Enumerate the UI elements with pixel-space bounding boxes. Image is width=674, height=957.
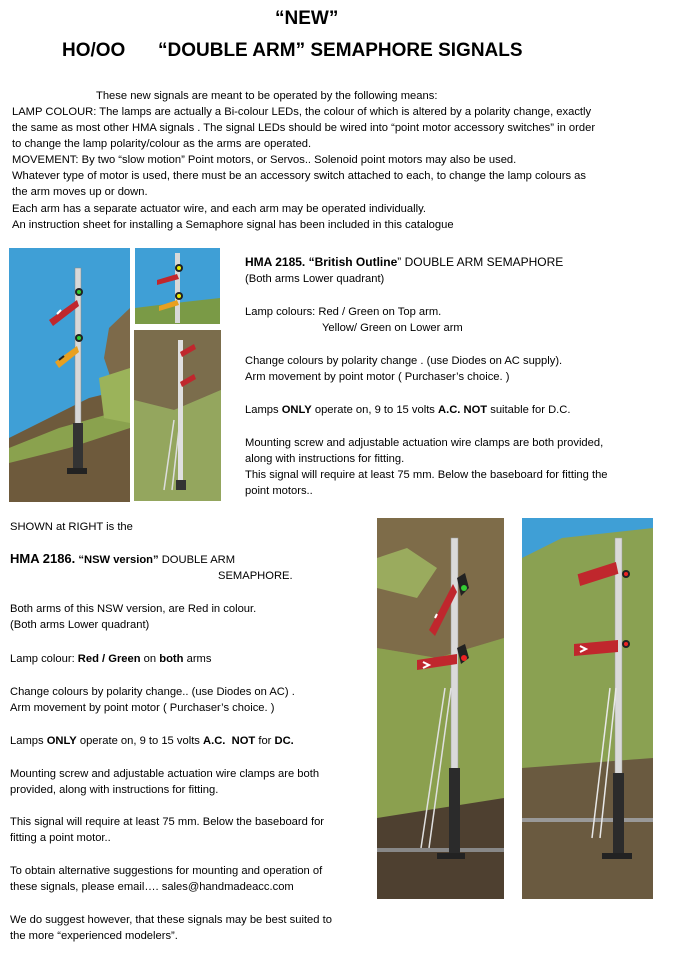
product-2186-heading [10, 551, 235, 568]
contact-email-line: these signals, please email…. sales@handmadeacc.com [10, 881, 294, 893]
contact-line: To obtain alternative suggestions for mounting and operation of [10, 865, 323, 877]
signal-photo-nsw-left [377, 518, 504, 899]
baseboard-line: fitting a point motor.. [10, 832, 111, 844]
mounting-line: Mounting screw and adjustable actuation wire clamps are both provided, [245, 437, 604, 449]
voltage-line [245, 402, 570, 418]
shown-at-right: SHOWN at RIGHT is the [10, 521, 133, 533]
voltage-emphasis: ONLY [46, 735, 77, 747]
movement-line: Arm movement by point motor ( Purchaser’s choice. ) [245, 371, 510, 383]
change-colour-line: Change colours by polarity change.. (use Diodes on AC) . [10, 686, 295, 698]
product-name: “NSW version” [78, 554, 159, 566]
intro-line: Each arm has a separate actuator wire, and each arm may be operated individually. [12, 203, 426, 215]
product-2185-heading [245, 254, 563, 270]
lamp-text: Lamp colour: [10, 653, 78, 665]
product-code: HMA 2186. [10, 551, 76, 566]
intro-line: An instruction sheet for installing a Semaphore signal has been included in this catalogue [12, 219, 454, 231]
product-code: HMA 2185. [245, 255, 306, 269]
intro-line: MOVEMENT: By two “slow motion” Point motors, or Servos.. Solenoid point motors may also be used. [12, 154, 517, 166]
page-title: “DOUBLE ARM” SEMAPHORE SIGNALS [158, 40, 523, 61]
voltage-emphasis: ONLY [281, 404, 312, 416]
arms-line: Both arms of this NSW version, are Red in colour. [10, 603, 257, 615]
signal-photo-nsw-right [522, 518, 653, 899]
title-new: “NEW” [275, 8, 339, 29]
voltage-emphasis: A.C. [438, 404, 461, 416]
voltage-emphasis: NOT [463, 404, 488, 416]
voltage-text: operate on, 9 to 15 volts [76, 735, 204, 747]
title-scale: HO/OO [62, 40, 126, 61]
intro-line: the arm moves up or down. [12, 186, 148, 198]
lamp-emphasis: Red / Green [77, 653, 141, 665]
lamp-emphasis: both [159, 653, 184, 665]
intro-line: LAMP COLOUR: The lamps are actually a Bi-colour LEDs, the colour of which is altered by a polarity change, exactly [12, 106, 592, 118]
mounting-line: Mounting screw and adjustable actuation wire clamps are both [10, 768, 320, 780]
voltage-text: suitable for D.C. [487, 404, 571, 416]
voltage-line [10, 733, 294, 749]
voltage-text: Lamps [10, 735, 47, 747]
intro-line: to change the lamp polarity/colour as the arms are operated. [12, 138, 312, 150]
lamp-text: arms [183, 653, 212, 665]
signal-photo-british-ladder [134, 330, 221, 501]
product-quadrant: (Both arms Lower quadrant) [245, 273, 385, 285]
signal-photo-british-closeup [135, 248, 220, 324]
signal-photo-british-large [9, 248, 130, 502]
intro-line: These new signals are meant to be operated by the following means: [96, 90, 438, 102]
suggestion-line: We do suggest however, that these signals may be best suited to [10, 914, 332, 926]
lamp-colours-line: Lamp colours: Red / Green on Top arm. [245, 306, 442, 318]
baseboard-line: point motors.. [245, 485, 313, 497]
voltage-emphasis: DC. [274, 735, 294, 747]
voltage-text: for [255, 735, 275, 747]
suggestion-line: the more “experienced modelers”. [10, 930, 178, 942]
voltage-emphasis: A.C. [203, 735, 226, 747]
product-name: “British Outline [308, 255, 398, 269]
voltage-text: operate on, 9 to 15 volts [311, 404, 439, 416]
voltage-emphasis: NOT [231, 735, 256, 747]
baseboard-line: This signal will require at least 75 mm. Below the baseboard for fitting the [245, 469, 608, 481]
voltage-text: Lamps [245, 404, 282, 416]
lamp-text: on [140, 653, 160, 665]
intro-line: the same as most other HMA signals . The signal LEDs should be wired into “point motor accessory switches” in order [12, 122, 596, 134]
baseboard-line: This signal will require at least 75 mm. Below the baseboard for [10, 816, 325, 828]
product-name-suffix: ” DOUBLE ARM SEMAPHORE [397, 255, 564, 269]
lamp-colour-line [10, 651, 211, 667]
product-name-suffix: DOUBLE ARM [158, 554, 236, 566]
lamp-colours-line: Yellow/ Green on Lower arm [322, 322, 463, 334]
change-colour-line: Change colours by polarity change . (use Diodes on AC supply). [245, 355, 563, 367]
mounting-line: provided, along with instructions for fitting. [10, 784, 219, 796]
mounting-line: along with instructions for fitting. [245, 453, 405, 465]
intro-line: Whatever type of motor is used, there must be an accessory switch attached to each, to change the lamp colours as [12, 170, 586, 182]
movement-line: Arm movement by point motor ( Purchaser’s choice. ) [10, 702, 275, 714]
product-name-line2: SEMAPHORE. [218, 570, 293, 582]
arms-line: (Both arms Lower quadrant) [10, 619, 150, 631]
